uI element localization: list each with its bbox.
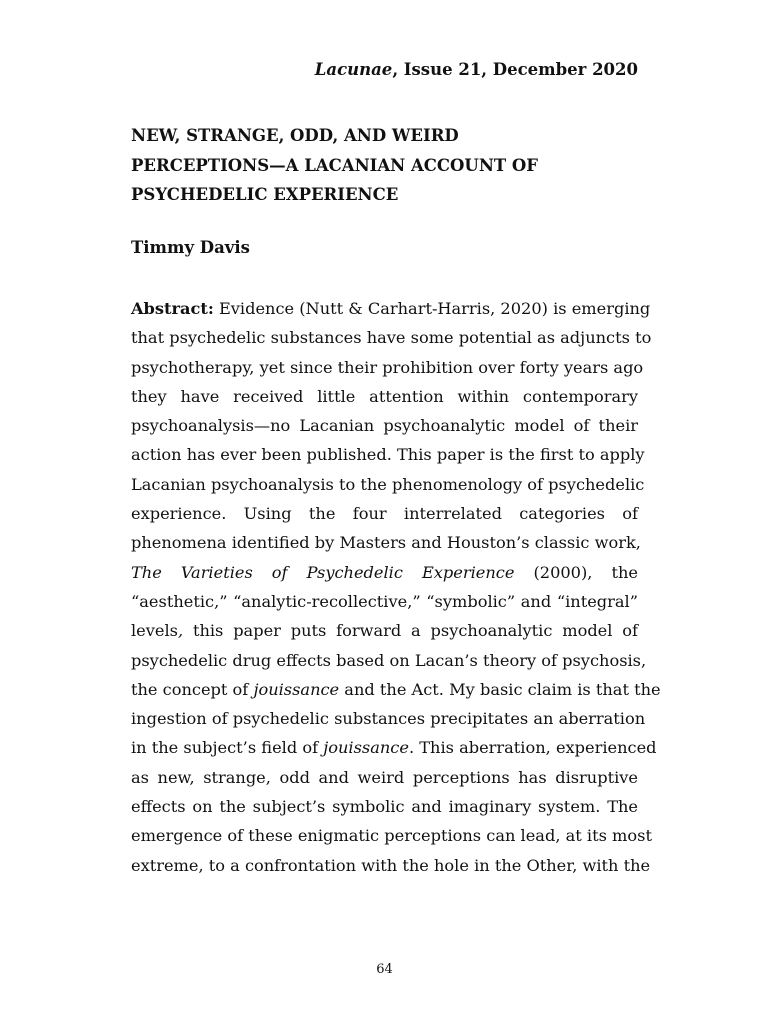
text-run: . This aberration, experienced [408,738,657,758]
abstract-line [131,499,638,528]
text-run: as new, strange, odd and weird perceptions has disruptive [131,767,638,787]
abstract-line [131,353,644,382]
article-title [131,121,638,210]
text-run: effects on the subject’s symbolic and imaginary system. The [131,797,638,817]
abstract-line [131,616,638,645]
text-run: they have received little attention within contemporary [131,386,638,406]
text-run: psychoanalysis—no Lacanian psychoanalytic model of their [131,416,638,436]
abstract-line [131,470,645,499]
abstract-line [131,733,657,762]
title-line: PSYCHEDELIC EXPERIENCE [131,185,399,204]
issue-info: , Issue 21, December 2020 [392,60,638,79]
text-run: (2000), the [514,562,638,582]
text-run: experience. Using the four interrelated categories of [131,504,638,524]
text-run: the concept of [131,679,254,699]
text-run: action has ever been published. This paper is the first to apply [131,445,645,465]
abstract-paragraph [131,294,661,880]
abstract-line [131,294,651,323]
abstract-line [131,821,652,850]
text-run: and the Act. My basic claim is that the [339,679,661,699]
italic-text: , [177,621,184,641]
italic-text: jouissance [323,738,409,758]
text-run: Evidence (Nutt & Carhart-Harris, 2020) is emerging [213,299,651,318]
abstract-line [131,587,638,616]
abstract-line [131,411,638,440]
abstract-line [131,675,661,704]
abstract-line [131,792,638,821]
abstract-line [131,851,651,880]
text-run: psychotherapy, yet since their prohibition over forty years ago [131,357,644,377]
abstract-line [131,528,641,557]
abstract-line [131,704,646,733]
text-run: psychedelic drug effects based on Lacan’s theory of psychosis, [131,650,647,670]
text-run: levels [131,621,178,641]
title-line: PERCEPTIONS—A LACANIAN ACCOUNT OF [131,155,539,175]
paper-page [131,0,661,1024]
text-run: phenomena identified by Masters and Houston’s classic work, [131,533,641,553]
journal-name: Lacunae [314,60,393,79]
page-number: 64 [376,962,393,977]
italic-text: jouissance [253,679,340,699]
abstract-line [131,382,638,411]
title-line: NEW, STRANGE, ODD, AND WEIRD [131,126,459,145]
text-run: “aesthetic,” “analytic-recollective,” “symbolic” and “integral” [131,591,638,611]
text-run: extreme, to a confrontation with the hole in the Other, with the [131,855,651,875]
abstract-label: Abstract: [131,299,214,318]
abstract-line [131,440,645,469]
text-run: Lacanian psychoanalysis to the phenomenology of psychedelic [131,474,645,494]
text-run: that psychedelic substances have some potential as adjuncts to [131,328,652,348]
text-run: in the subject’s field of [131,738,324,758]
author-name: Timmy Davis [131,238,250,257]
abstract-line [131,558,638,587]
abstract-line [131,646,647,675]
text-run: this paper puts forward a psychoanalytic model of [183,621,638,641]
italic-text: The Varieties of Psychedelic Experience [131,562,515,582]
text-run: emergence of these enigmatic perceptions can lead, at its most [131,826,652,846]
abstract-line [131,323,652,352]
abstract-line [131,763,638,792]
text-run: ingestion of psychedelic substances precipitates an aberration [131,709,646,729]
running-header [315,60,638,79]
